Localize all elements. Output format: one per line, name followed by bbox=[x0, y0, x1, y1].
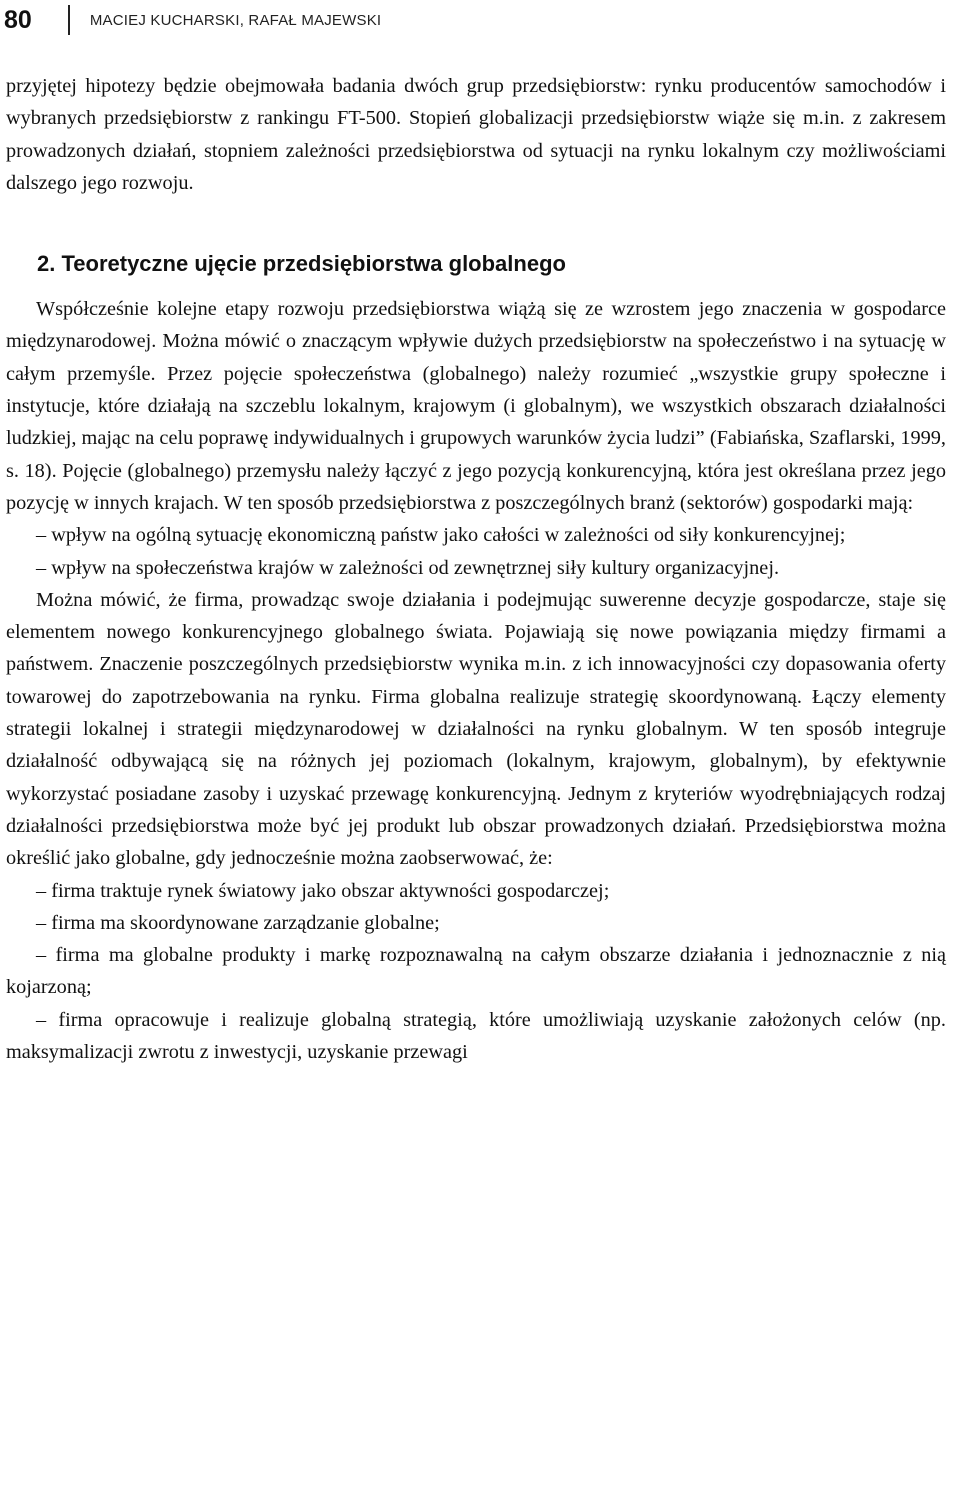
page-number: 80 bbox=[4, 5, 32, 34]
list-item: – firma ma globalne produkty i markę rozpoznawalną na całym obszarze działania i jednoznacznie z nią kojarzoną; bbox=[6, 944, 946, 999]
list-item: – wpływ na społeczeństwa krajów w zależności od zewnętrznej siły kultury organizacyjnej. bbox=[36, 556, 780, 579]
running-head-authors: MACIEJ KUCHARSKI, RAFAŁ MAJEWSKI bbox=[89, 11, 382, 29]
paragraph: Współcześnie kolejne etapy rozwoju przedsiębiorstwa wiążą się ze wzrostem jego znaczenia w gospodarce międzynarodowej. Można mówić o znaczącym wpływie dużych przedsiębiorstw na społeczeństwo i na sytuację w całym przemyśle. Przez pojęcie społeczeństwa (globalnego) należy rozumieć „wszystkie grupy społeczne i instytucje, które działają na szczeblu lokalnym, krajowym (i globalnym), we wszystkich obszarach działalności ludzkiej, mając na celu poprawę indywidualnych i grupowych warunków życia ludzi” (Fabiańska, Szaflarski, 1999, s. 18). Pojęcie (globalnego) przemysłu należy łączyć z jego pozycją konkurencyjną, która jest określana przez jego pozycję w innych krajach. W ten sposób przedsiębiorstwa z poszczególnych branż (sektorów) gospodarki mają: bbox=[6, 298, 946, 514]
intro-paragraph: przyjętej hipotezy będzie obejmowała badania dwóch grup przedsiębiorstw: rynku producentów samochodów i wybranych przedsiębiorstw z rankingu FT-500. Stopień globalizacji przedsiębiorstw wiąże się m.in. z zakresem prowadzonych działań, stopniem zależności przedsiębiorstwa od sytuacji na rynku lokalnym czy możliwościami dalszego jego rozwoju. bbox=[6, 75, 946, 194]
list-item: – firma traktuje rynek światowy jako obszar aktywności gospodarczej; bbox=[36, 879, 610, 902]
list-item: – firma opracowuje i realizuje globalną strategią, które umożliwiają uzyskanie założonych celów (np. maksymalizacji zwrotu z inwestycji, uzyskanie przewagi bbox=[6, 1008, 946, 1064]
section-heading: 2. Teoretyczne ujęcie przedsiębiorstwa globalnego bbox=[37, 251, 566, 277]
list-item: – wpływ na ogólną sytuację ekonomiczną państw jako całości w zależności od siły konkurencyjnej; bbox=[36, 524, 846, 547]
list-item: – firma ma skoordynowane zarządzanie globalne; bbox=[36, 911, 440, 934]
paragraph: Można mówić, że firma, prowadząc swoje działania i podejmując suwerenne decyzje gospodarcze, staje się elementem nowego konkurencyjnego globalnego świata. Pojawiają się nowe powiązania między firmami a państwem. Znaczenie poszczególnych przedsiębiorstw wynika m.in. z ich innowacyjności czy dopasowania oferty towarowej do zapotrzebowania na rynku. Firma globalna realizuje strategię skoordynowaną. Łączy elementy strategii lokalnej i strategii międzynarodowej w działalności na rynku globalnym. W ten sposób integruje działalność odbywającą się na różnych jej poziomach (lokalnym, krajowym, globalnym), by efektywnie wykorzystać posiadane zasoby i uzyskać przewagę konkurencyjną. Jednym z kryteriów wyodrębniających rodzaj działalności przedsiębiorstwa może być jej produkt lub obszar prowadzonych działań. Przedsiębiorstwa można określić jako globalne, gdy jednocześnie można zaobserwować, że: bbox=[6, 588, 946, 870]
body-text bbox=[6, 70, 946, 1068]
header-divider bbox=[68, 5, 70, 35]
page-header bbox=[4, 2, 604, 38]
